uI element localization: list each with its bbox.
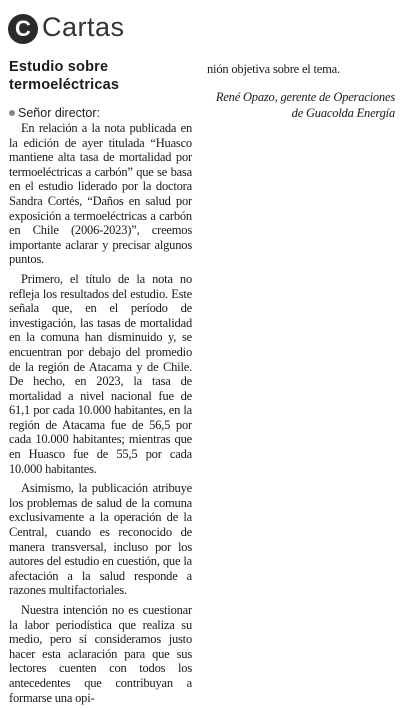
letter-paragraph-1: En relación a la nota publicada en la edición de ayer titulada “Huasco mantiene alta tasa de mortalidad por termoeléctricas a carbón” que se basa en el estudio liderado por la doctora Sandra Cortés, “Daños en salud por exposición a termoeléctricas a carbón en Chile (2006-2023)”, creemos importante aclarar y precisar algunos puntos.: [9, 121, 192, 267]
section-header: [8, 10, 198, 46]
letter-paragraph-2: Primero, el título de la nota no refleja los resultados del estudio. Este señala que, en el período de investigación, las tasas de mortalidad en la comuna han disminuido y, se encuentran por debajo del promedio de la región de Atacama y de Chile. De hecho, en 2023, la tasa de mortalidad a nivel nacional fue de 61,1 por cada 10.000 habitantes, en la región de Atacama fue de 56,5 por cada 10.000 habitantes; mientras que en Huasco fue de 55,5 por cada 10.000 habitantes.: [9, 271, 192, 476]
letter-paragraph-3: Asimismo, la publicación atribuye los problemas de salud de la comuna exclusivamente a la operación de la Central, cuando es reconocido de manera transversal, incluso por los autores del estudio en cuestión, que la afectación a la salud responde a razones multifactoriales.: [9, 481, 192, 598]
section-title: Cartas: [42, 12, 125, 42]
letter-column-left: [9, 58, 192, 710]
letter-salutation: [9, 106, 192, 121]
section-badge: C: [8, 14, 38, 44]
letter-signature: René Opazo, gerente de Operaciones de Guacolda Energía: [215, 90, 395, 120]
letter-paragraph-4: Nuestra intención no es cuestionar la labor periodística que realiza su medio, pero sí consideramos justo hacer esta aclaración para que sus lectores cuenten con todos los antecedentes que contribuyan a formarse una opi-: [9, 603, 192, 705]
letter-continuation: nión objetiva sobre el tema.: [207, 62, 340, 76]
letter-headline: Estudio sobre termoeléctricas: [9, 59, 120, 93]
letter-column-right: [207, 62, 395, 121]
salutation-text: Señor director:: [18, 106, 100, 120]
bullet-icon: [9, 110, 15, 116]
